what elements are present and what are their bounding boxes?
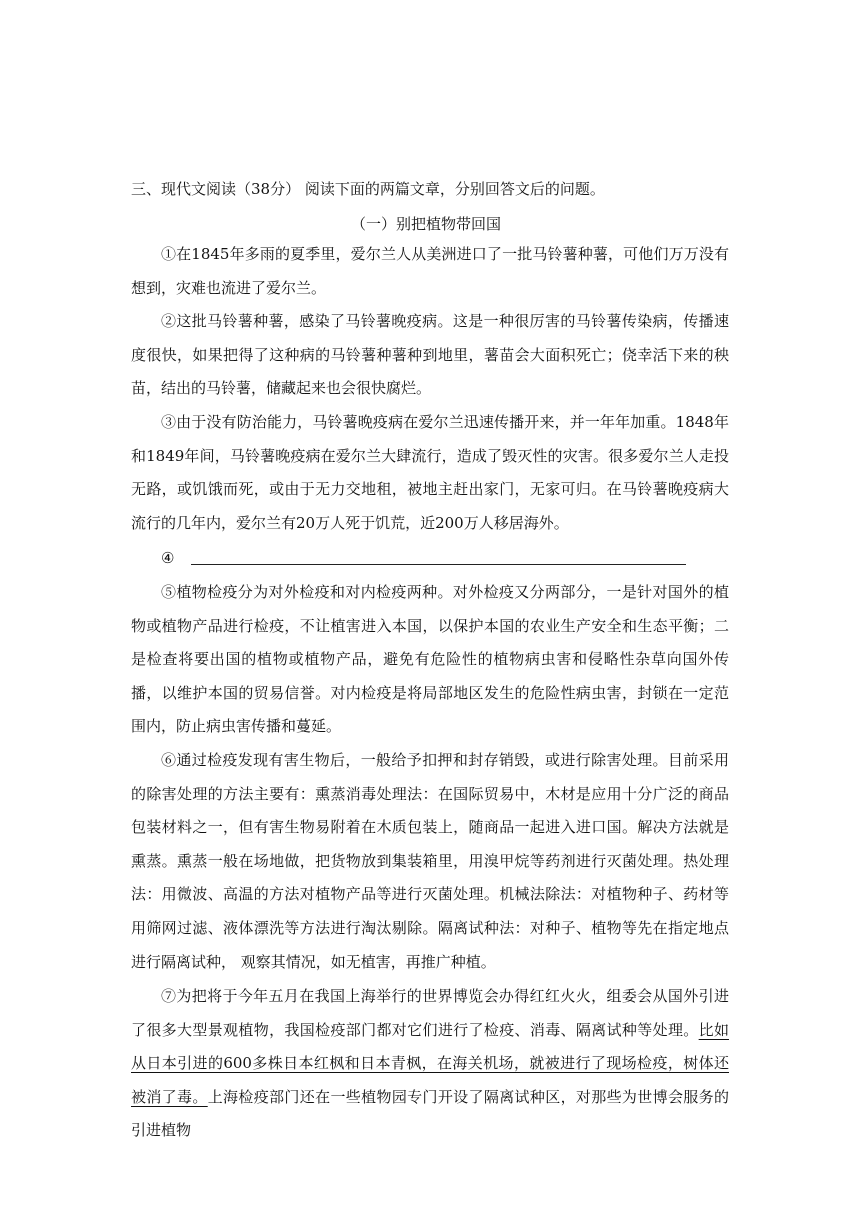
paragraph-4-blank: [161, 546, 721, 570]
paragraph-7-end: 上海检疫部门还在一些植物园专门开设了隔离试种区，对那些为世博会服务的引进植物: [131, 1087, 729, 1140]
article-title: （一）别把植物带回国: [350, 215, 501, 233]
paragraph-7-start: ⑦为把将于今年五月在我国上海举行的世界博览会办得红红火火，组委会从国外引进了很多大型景观植物，我国检疫部门都对它们进行了检疫、消毒、隔离试种等处理。: [131, 987, 729, 1039]
section-heading: 三、现代文阅读（38分） 阅读下面的两篇文章，分别回答文后的问题。: [131, 180, 605, 198]
paragraph-1: ①在1845年多雨的夏季里，爱尔兰人从美洲进口了一批马铃薯种薯，可他们万万没有想到，灾难也流进了爱尔兰。: [131, 245, 729, 297]
paragraph-7-underlined-sentence: 比如从日本引进的600多株日本红枫和日本青枫，在海关机场，就被进行了现场检疫，树体还被消了毒。: [131, 1020, 729, 1106]
paragraph-6: ⑥通过检疫发现有害生物后，一般给予扣押和封存销毁，或进行除害处理。目前采用的除害处理的方法主要有：熏蒸消毒处理法：在国际贸易中，木材是应用十分广泛的商品包装材料之一，但有害生物易附着在木质包装上，随商品一起进入进口国。解决方法就是熏蒸。熏蒸一般在场地做，把货物放到集装箱里，用溴甲烷等药剂进行灭菌处理。热处理法：用微波、高温的方法对植物产品等进行灭菌处理。机械法除法：对植物种子、药材等用筛网过滤、液体漂洗等方法进行淘汰剔除。隔离试种法：对种子、植物等先在指定地点进行隔离试种， 观察其情况，如无植害，再推广种植。: [131, 751, 729, 971]
paragraph-2: ②这批马铃薯种薯，感染了马铃薯晚疫病。这是一种很厉害的马铃薯传染病，传播速度很快，如果把得了这种病的马铃薯种薯种到地里，薯苗会大面积死亡；侥幸活下来的秧苗，结出的马铃薯，储藏起来也会很快腐烂。: [131, 312, 729, 398]
answer-blank-line[interactable]: [191, 564, 686, 565]
paragraph-5: ⑤植物检疫分为对外检疫和对内检疫两种。对外检疫又分两部分，一是针对国外的植物或植物产品进行检疫，不让植害进入本国，以保护本国的农业生产安全和生态平衡；二是检查将要出国的植物或植物产品，避免有危险性的植物病虫害和侵略性杂草向国外传播，以维护本国的贸易信誉。对内检疫是将局部地区发生的危险性病虫害，封锁在一定范围内，防止病虫害传播和蔓延。: [131, 583, 729, 736]
paragraph-7: [131, 980, 729, 1148]
paragraph-4-marker: ④: [161, 549, 175, 567]
paragraph-3: ③由于没有防治能力，马铃薯晚疫病在爱尔兰迅速传播开来，并一年年加重。1848年和1849年间，马铃薯晚疫病在爱尔兰大肆流行，造成了毁灭性的灾害。很多爱尔兰人走投无路，或饥饿而死，或由于无力交地租，被地主赶出家门，无家可归。在马铃薯晚疫病大流行的几年内，爱尔兰有20万人死于饥荒，近200万人移居海外。: [131, 413, 729, 532]
